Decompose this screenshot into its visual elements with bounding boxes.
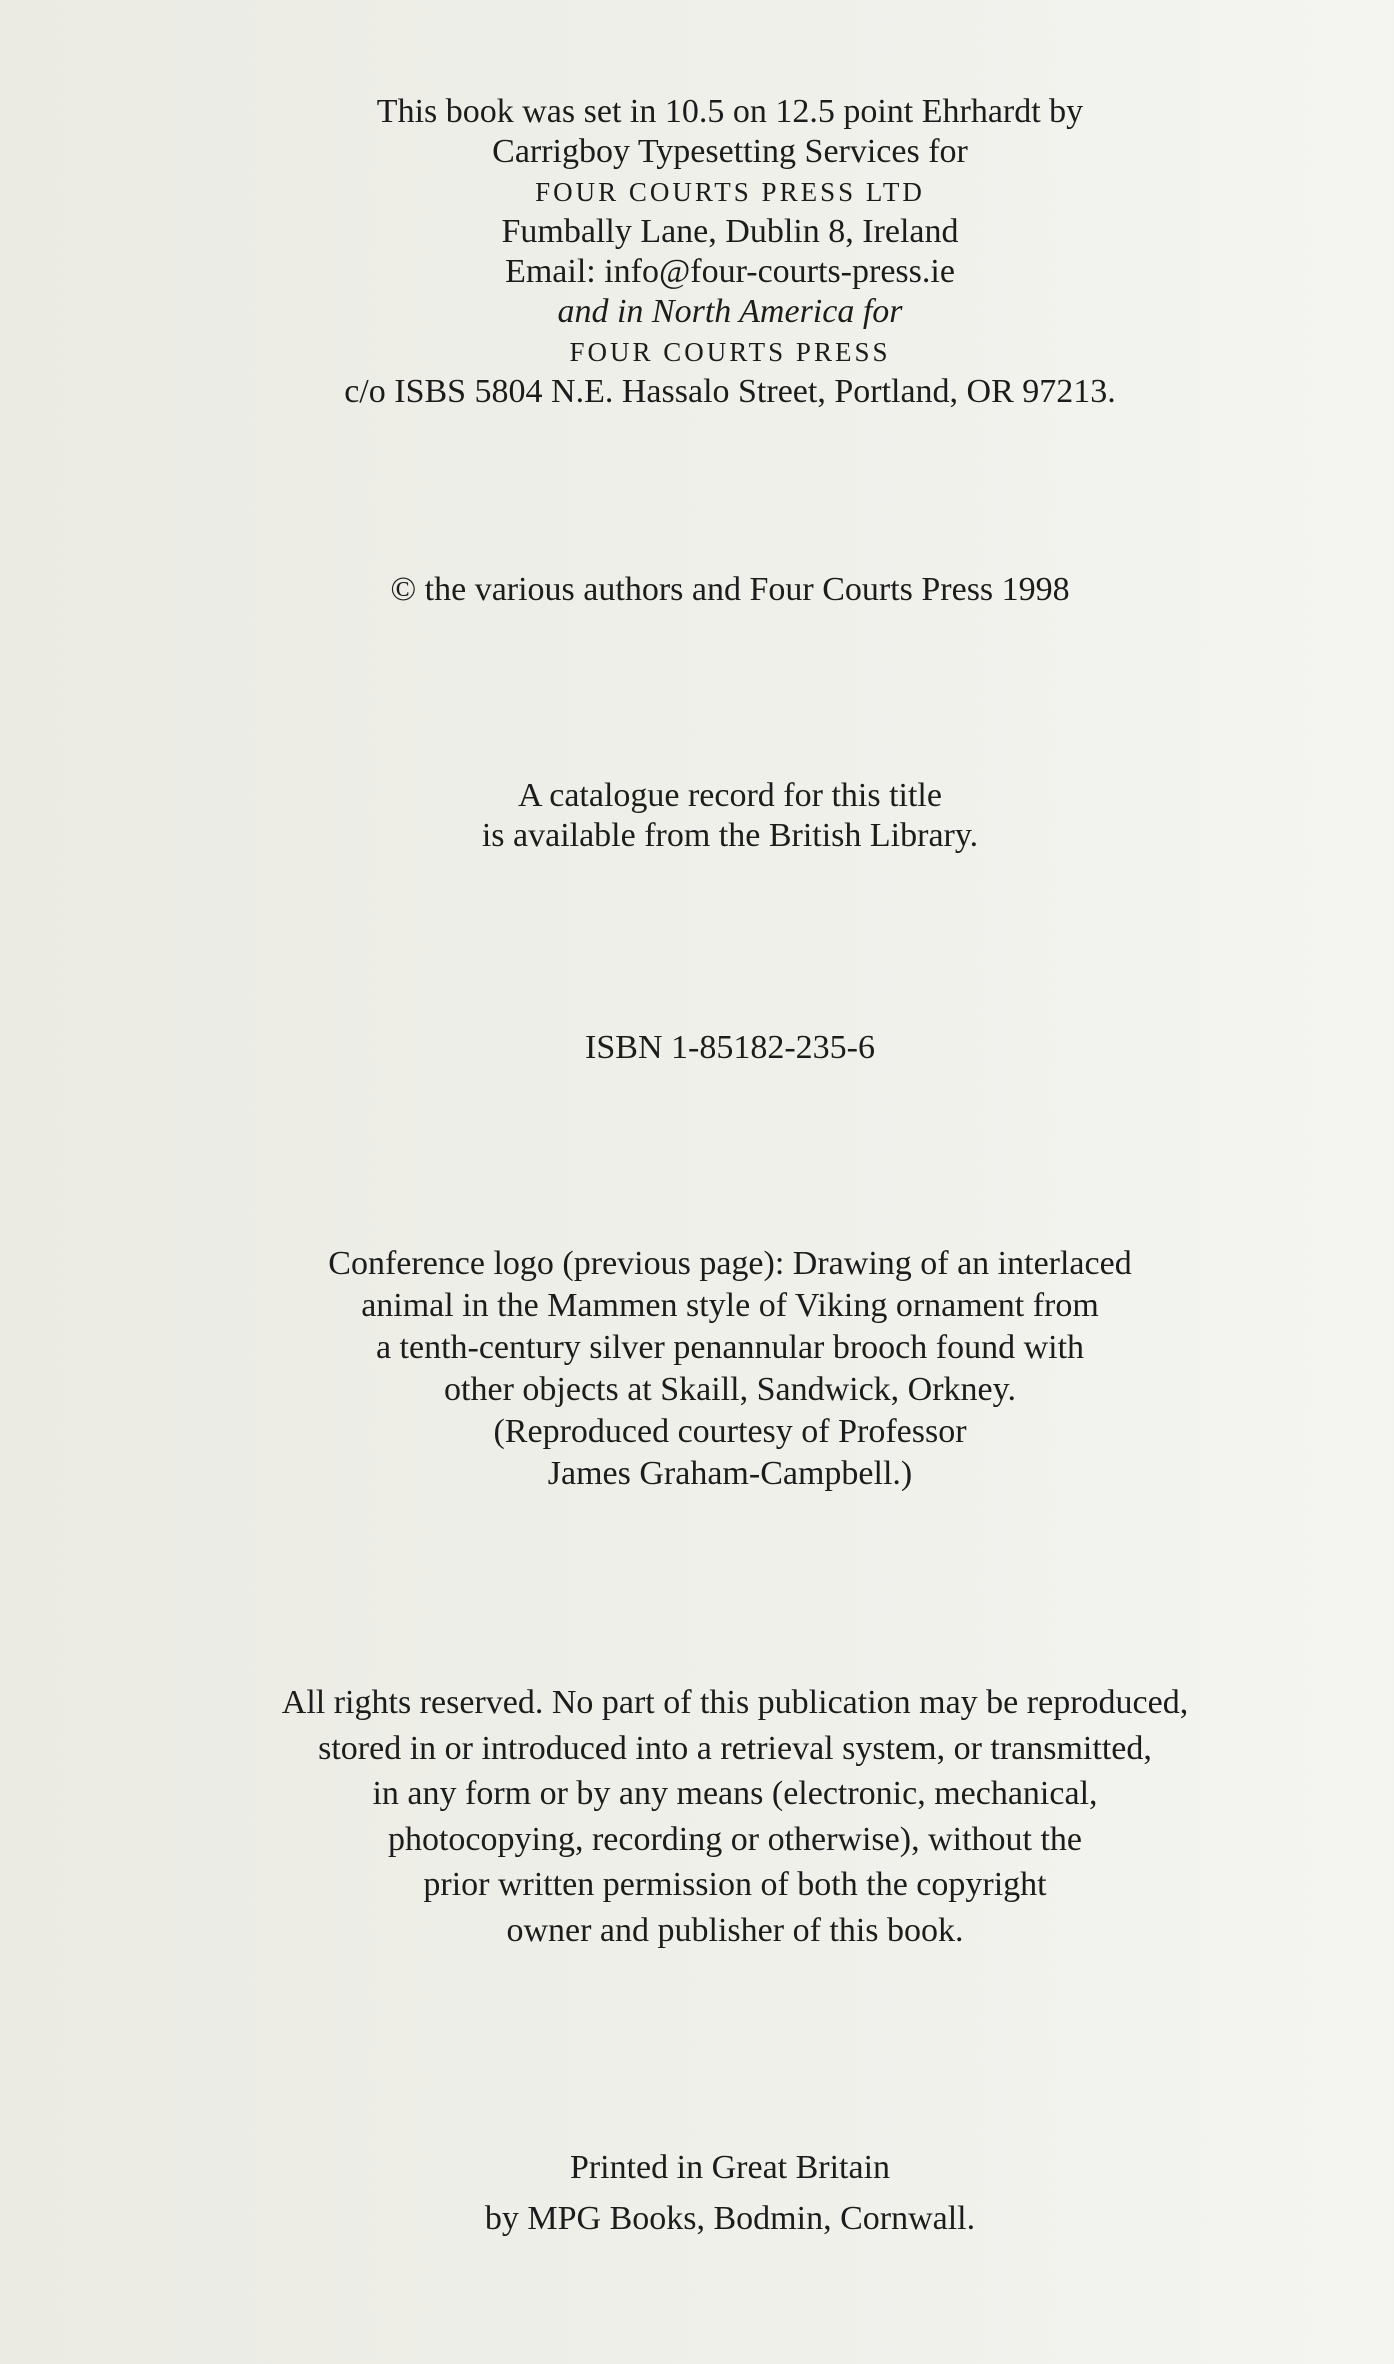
logo-caption-line: (Reproduced courtesy of Professor bbox=[493, 1413, 967, 1450]
logo-caption-block bbox=[0, 1243, 1394, 1495]
rights-line: stored in or introduced into a retrieval system, or transmitted, bbox=[318, 1729, 1152, 1767]
logo-caption-line: James Graham-Campbell.) bbox=[547, 1455, 913, 1492]
imprint-line: and in North America for bbox=[557, 293, 903, 330]
rights-line: photocopying, recording or otherwise), without the bbox=[387, 1820, 1082, 1858]
printer-line: by MPG Books, Bodmin, Cornwall. bbox=[484, 2200, 976, 2237]
rights-line: All rights reserved. No part of this publication may be reproduced, bbox=[281, 1684, 1189, 1721]
rights-line: owner and publisher of this book. bbox=[506, 1911, 964, 1949]
logo-caption-line: Conference logo (previous page): Drawing of an interlaced bbox=[328, 1245, 1132, 1282]
imprint-line: This book was set in 10.5 on 12.5 point Ehrhardt by bbox=[376, 93, 1084, 130]
isbn: ISBN 1-85182-235-6 bbox=[585, 1029, 875, 1066]
logo-caption-line: animal in the Mammen style of Viking ornament from bbox=[361, 1287, 1099, 1324]
imprint-block bbox=[0, 92, 1394, 412]
publisher-address-na: c/o ISBS 5804 N.E. Hassalo Street, Portland, OR 97213. bbox=[344, 373, 1116, 410]
imprint-line: Carrigboy Typesetting Services for bbox=[492, 133, 968, 170]
catalogue-line: A catalogue record for this title bbox=[518, 777, 942, 814]
logo-caption-line: other objects at Skaill, Sandwick, Orkney. bbox=[444, 1371, 1016, 1408]
logo-caption-line: a tenth-century silver penannular brooch found with bbox=[375, 1329, 1085, 1366]
printer-block bbox=[0, 2142, 1394, 2244]
rights-reserved-block bbox=[0, 1680, 1394, 1953]
isbn-block bbox=[0, 1028, 1394, 1068]
rights-line: prior written permission of both the copyright bbox=[423, 1866, 1047, 1903]
copyright-notice-block bbox=[0, 570, 1394, 610]
publisher-email: Email: info@four-courts-press.ie bbox=[505, 253, 955, 290]
catalogue-line: is available from the British Library. bbox=[481, 817, 979, 854]
publisher-name: FOUR COURTS PRESS LTD bbox=[535, 177, 925, 207]
publisher-name-na: FOUR COURTS PRESS bbox=[569, 337, 891, 367]
copyright-notice: © the various authors and Four Courts Press 1998 bbox=[390, 571, 1070, 608]
catalogue-record-block bbox=[0, 776, 1394, 856]
printer-line: Printed in Great Britain bbox=[569, 2149, 891, 2186]
publisher-address: Fumbally Lane, Dublin 8, Ireland bbox=[501, 213, 959, 250]
rights-line: in any form or by any means (electronic, mechanical, bbox=[372, 1775, 1098, 1812]
